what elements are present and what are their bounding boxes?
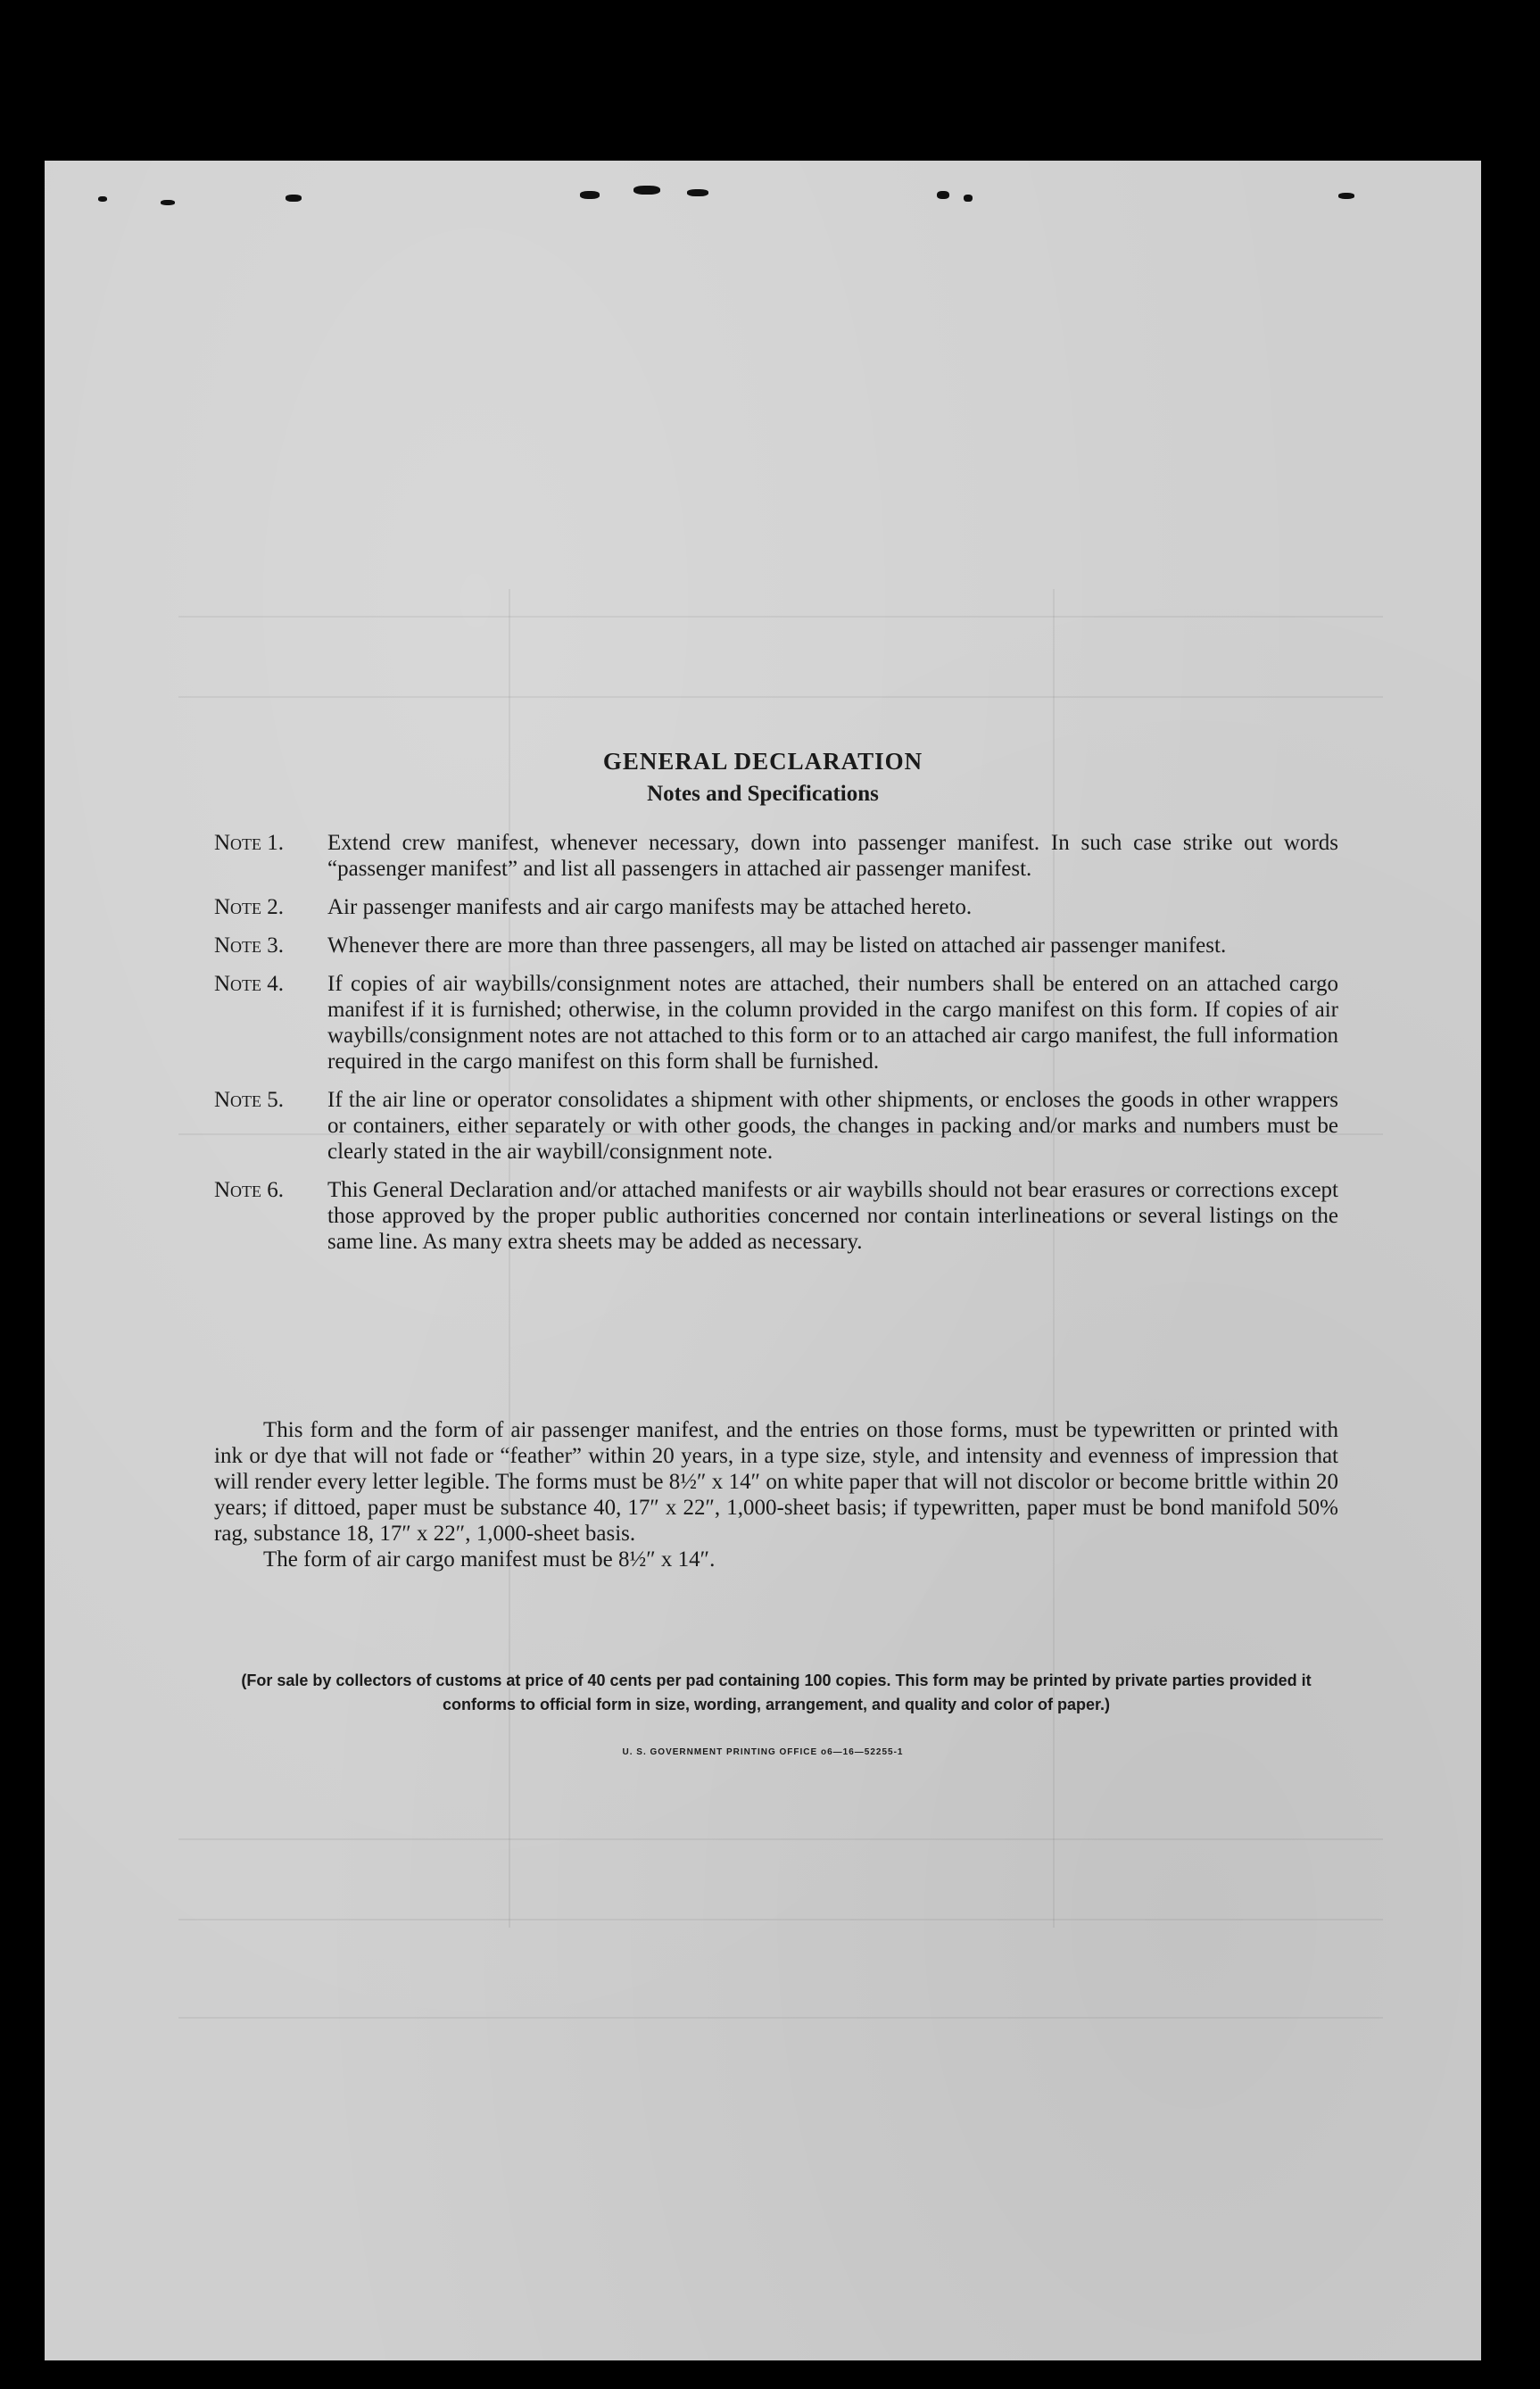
cargo-form-size: The form of air cargo manifest must be 8½″ x 14″.	[263, 1547, 716, 1572]
note-text: Extend crew manifest, whenever necessary, down into passenger manifest. In such case strike out words “passenger manifest” and list all passengers in attached air passenger manifest.	[327, 831, 1338, 881]
note-item	[214, 1177, 1338, 1255]
punch-mark	[1338, 193, 1354, 199]
document-page	[45, 161, 1481, 2360]
note-text: If copies of air waybills/consignment notes are attached, their numbers shall be entered on an attached cargo manifest if it is furnished; otherwise, in the column provided in the cargo manifest on this form. If copies of air waybills/consignment notes are not attached to this form or to an attached air cargo manifest, the full information required in the cargo manifest on this form shall be furnished.	[327, 972, 1338, 1074]
punch-mark	[580, 191, 600, 199]
punch-mark	[964, 195, 973, 202]
note-label: Note 4.	[214, 972, 285, 996]
specification-paragraph: This form and the form of air passenger manifest, and the entries on those forms, must be typewritten or printed with ink or dye that will not fade or “feather” within 20 years, in a type size, style, and intensity and evenness of impression that will render every letter legible. The forms must be 8½″ x 14″ on white paper that will not discolor or become brittle within 20 years; if dittoed, paper must be substance 40, 17″ x 22″, 1,000-sheet basis; if typewritten, paper must be bond manifold 50% rag, substance 18, 17″ x 22″, 1,000-sheet basis.	[214, 1418, 1338, 1546]
bleed-through-rule	[178, 1919, 1383, 1920]
document-subheading: Notes and Specifications	[647, 782, 879, 806]
punch-mark	[687, 189, 708, 196]
note-text: Air passenger manifests and air cargo manifests may be attached hereto.	[327, 895, 973, 919]
note-item	[214, 894, 1338, 920]
punch-mark	[98, 196, 107, 202]
punch-mark	[286, 195, 302, 202]
bleed-through-rule	[178, 616, 1383, 618]
note-label: Note 2.	[214, 895, 285, 919]
note-item	[214, 830, 1338, 882]
note-label: Note 5.	[214, 1088, 285, 1112]
notes-list	[214, 830, 1338, 1267]
document-heading: GENERAL DECLARATION	[602, 748, 923, 775]
note-item	[214, 933, 1338, 958]
note-item	[214, 971, 1338, 1074]
punch-mark	[161, 200, 175, 205]
note-label: Note 6.	[214, 1178, 285, 1202]
punch-mark	[937, 191, 949, 199]
note-item	[214, 1087, 1338, 1165]
note-text: Whenever there are more than three passengers, all may be listed on attached air passenger manifest.	[327, 933, 1227, 958]
note-label: Note 1.	[214, 831, 285, 855]
note-text: If the air line or operator consolidates a shipment with other shipments, or encloses the goods in other wrappers or containers, either separately or with other goods, the changes in packing and/or marks and numbers must be clearly stated in the air waybill/consignment note.	[327, 1088, 1338, 1164]
form-specification	[214, 1417, 1338, 1572]
punch-mark	[633, 186, 660, 195]
note-text: This General Declaration and/or attached manifests or air waybills should not bear erasures or corrections except those approved by the proper public authorities concerned nor contain interlineations or several listings on the same line. As many extra sheets may be added as necessary.	[327, 1178, 1338, 1254]
printer-line: U. S. GOVERNMENT PRINTING OFFICE o6—16—52255-1	[622, 1747, 904, 1757]
bleed-through-rule	[178, 1838, 1383, 1840]
bleed-through-rule	[178, 696, 1383, 698]
note-label: Note 3.	[214, 933, 285, 958]
bleed-through-rule	[178, 2017, 1383, 2019]
sale-notice: (For sale by collectors of customs at price of 40 cents per pad containing 100 copies. This form may be printed by private parties provided it conforms to official form in size, wording, arrangement, and quality and color of paper.)	[241, 1671, 1312, 1713]
